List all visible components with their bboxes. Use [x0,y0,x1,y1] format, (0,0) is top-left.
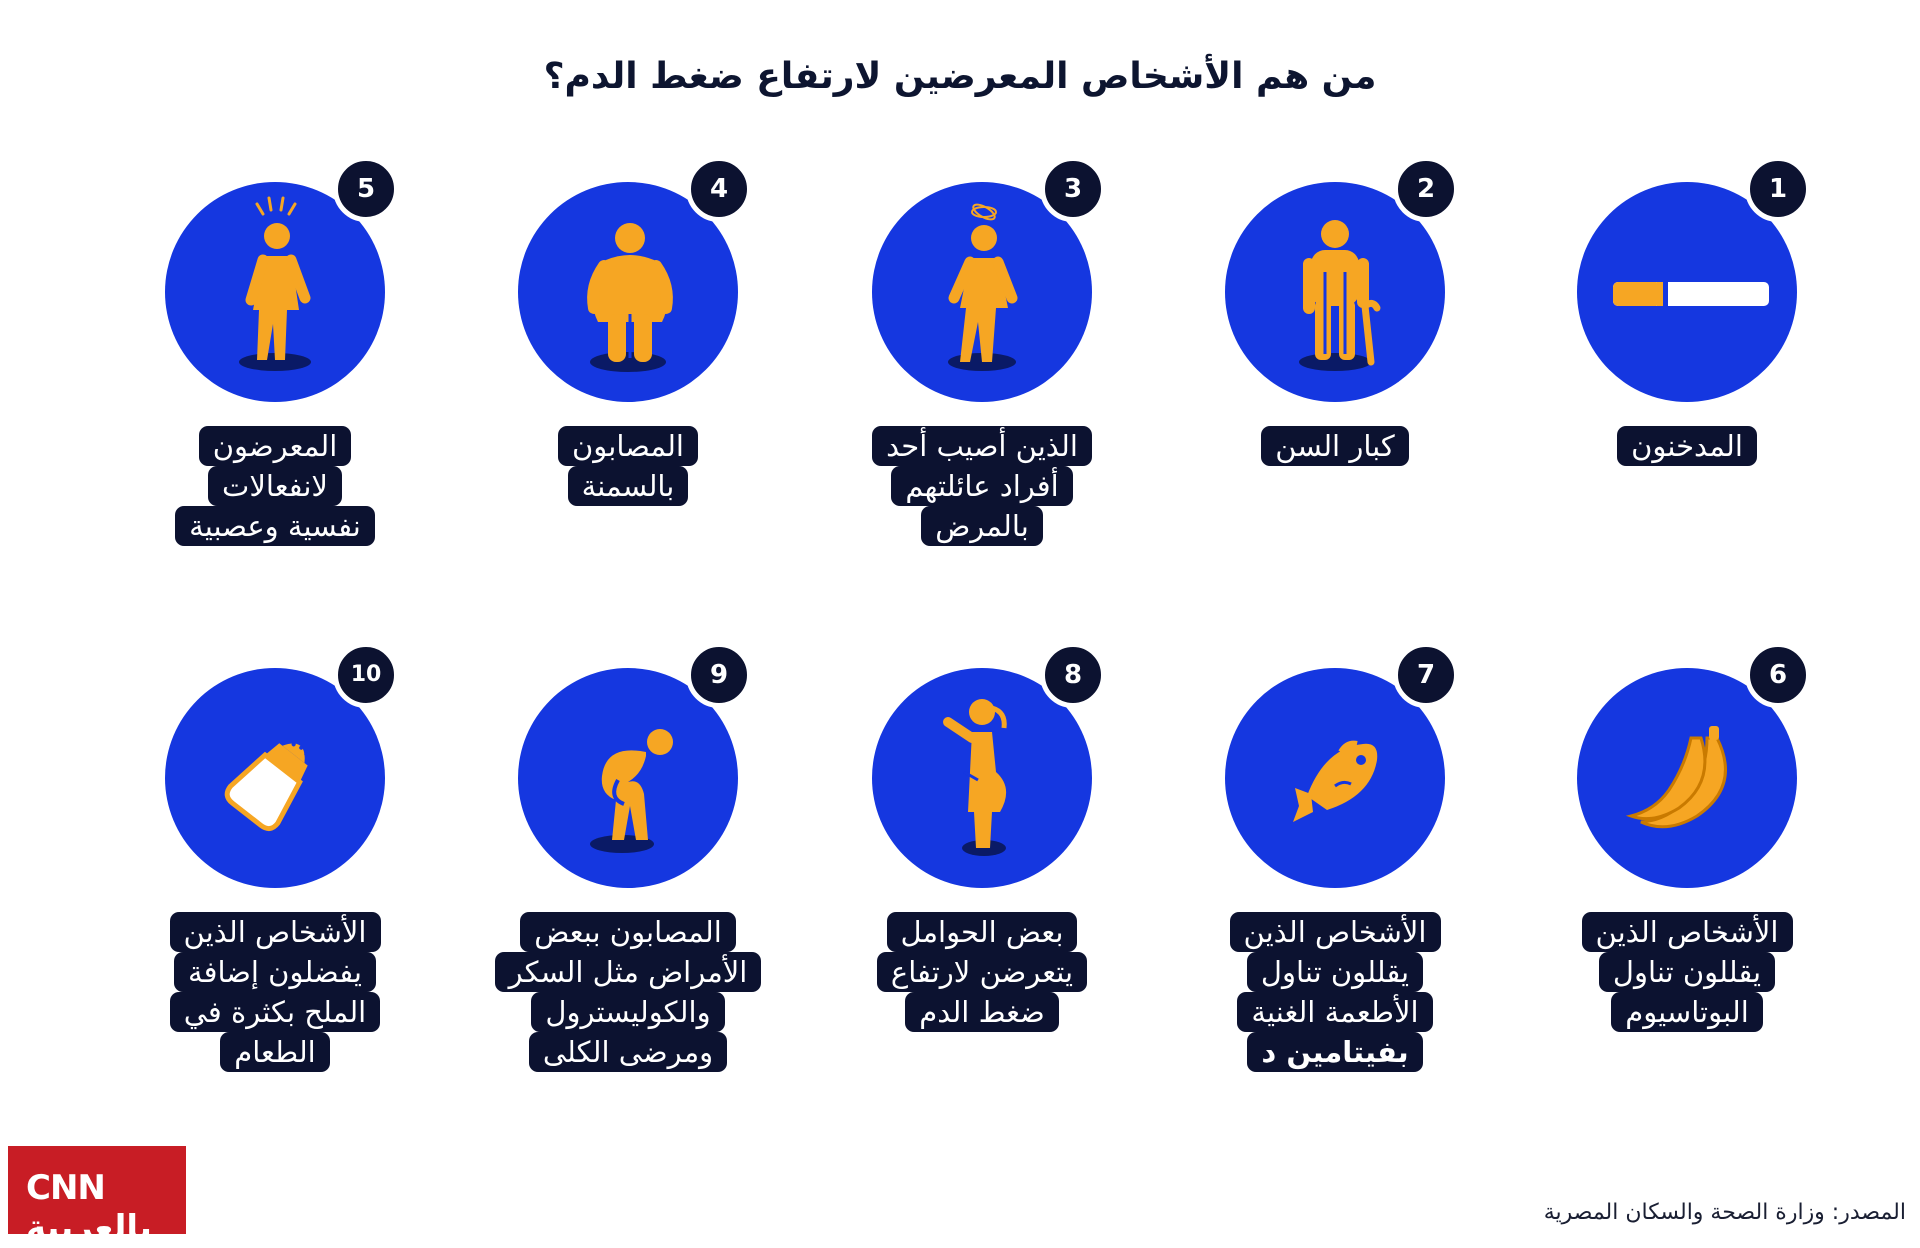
label-1 [1527,426,1847,466]
number-badge-10: 10 [333,642,399,708]
label-7-line-4: بفيتامين د [1247,1032,1422,1072]
label-4 [468,426,788,506]
label-5-line-2: لانفعالات [208,466,342,506]
label-4-line-2: بالسمنة [568,466,689,506]
label-8-line-1: بعض الحوامل [887,912,1078,952]
label-3-line-2: أفراد عائلتهم [891,466,1072,506]
label-8-line-3: ضغط الدم [905,992,1058,1032]
label-4-line-1: المصابون [558,426,698,466]
label-9-line-2: الأمراض مثل السكر [495,952,762,992]
page-title: من هم الأشخاص المعرضين لارتفاع ضغط الدم؟ [543,56,1377,97]
label-8 [822,912,1142,1032]
label-10-line-4: الطعام [220,1032,329,1072]
label-7-line-3: الأطعمة الغنية [1237,992,1432,1032]
source-note: المصدر: وزارة الصحة والسكان المصرية [1543,1200,1906,1225]
cnn-arabic-logo-text: CNN بالعربية [26,1168,152,1248]
cnn-arabic-logo [8,1146,186,1248]
number-badge-4: 4 [686,156,752,222]
label-9 [468,912,788,1072]
label-3 [822,426,1142,546]
number-badge-7: 7 [1393,642,1459,708]
number-badge-5: 5 [333,156,399,222]
label-6-line-3: البوتاسيوم [1611,992,1763,1032]
label-10-line-1: الأشخاص الذين [170,912,381,952]
label-5 [115,426,435,546]
label-9-line-1: المصابون ببعض [520,912,736,952]
number-badge-1: 1 [1745,156,1811,222]
label-6-line-2: يقللون تناول [1599,952,1775,992]
label-1-line-1: المدخنون [1617,426,1757,466]
label-5-line-1: المعرضون [199,426,352,466]
label-6 [1527,912,1847,1032]
label-2-line-1: كبار السن [1261,426,1408,466]
label-9-line-4: ومرضى الكلى [529,1032,727,1072]
label-6-line-1: الأشخاص الذين [1582,912,1793,952]
label-3-line-3: بالمرض [921,506,1043,546]
label-5-line-3: نفسية وعصبية [175,506,375,546]
label-10 [115,912,435,1072]
label-7-line-1: الأشخاص الذين [1230,912,1441,952]
number-badge-8: 8 [1040,642,1106,708]
number-badge-3: 3 [1040,156,1106,222]
number-badge-9: 9 [686,642,752,708]
label-9-line-3: والكوليسترول [531,992,724,1032]
label-7 [1175,912,1495,1072]
number-badge-6: 6 [1745,642,1811,708]
label-2 [1175,426,1495,466]
number-badge-2: 2 [1393,156,1459,222]
label-8-line-2: يتعرضن لارتفاع [877,952,1087,992]
label-3-line-1: الذين أصيب أحد [872,426,1092,466]
label-10-line-3: الملح بكثرة في [170,992,380,1032]
label-10-line-2: يفضلون إضافة [174,952,376,992]
label-7-line-2: يقللون تناول [1247,952,1423,992]
